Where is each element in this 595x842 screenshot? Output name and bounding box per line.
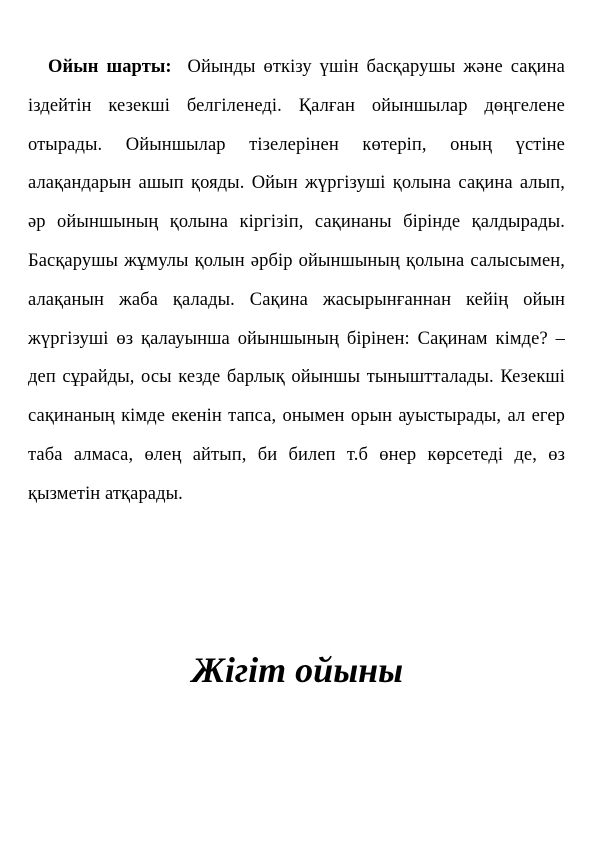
paragraph-body: Ойынды өткізу үшін басқарушы және сақина іздейтін кезекші белгіленеді. Қалған ойыншылар дөңгелене отырады. Ойыншылар тізелерінен көтеріп, оның үстіне алақандарын ашып қояды. Ойын жүргізуші қолына сақина алып, әр ойыншының қолына кіргізіп, сақинаны бірінде қалдырады. Басқарушы жұмулы қолын әрбір ойыншының қолына салысымен, алақанын жаба қалады. Сақина жасырынғаннан кейің ойын жүргізуші өз қалауынша ойыншының бірінен: Сақинам кімде? – деп сұрайды, осы кезде барлық ойыншы тыныштталады. Кезекші сақинаның кімде екенін тапса, онымен орын ауыстырады, ал егер таба алмаса, өлең айтып, би билеп т.б өнер көрсетеді де, өз қызметін атқарады. — [28, 57, 565, 504]
section-heading: Жігіт ойыны — [191, 650, 404, 690]
paragraph-lead: Ойын шарты: — [48, 57, 172, 77]
game-rules-paragraph — [28, 48, 565, 514]
